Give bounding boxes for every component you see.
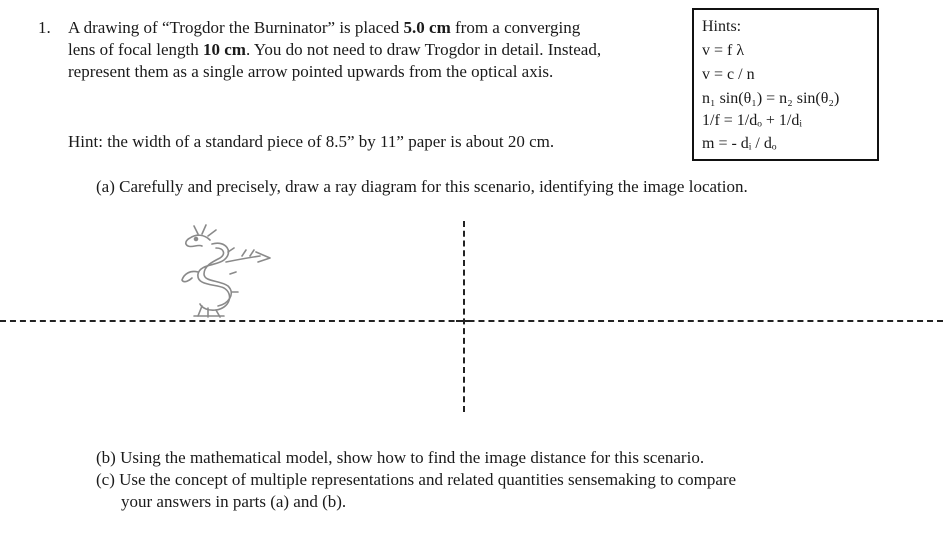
hint-snell-law: n₁ sin(θ₁) = n₂ sin(θ₂) <box>702 90 840 107</box>
part-a-prompt: (a) Carefully and precisely, draw a ray diagram for this scenario, identifying the image location. <box>96 177 748 196</box>
hints-title: Hints: <box>702 18 742 35</box>
problem-line-1: A drawing of “Trogdor the Burninator” is placed 5.0 cm from a converging <box>68 18 581 37</box>
part-c-prompt-line-2: your answers in parts (a) and (b). <box>121 492 347 511</box>
hints-box <box>692 8 879 161</box>
problem-statement <box>68 17 601 83</box>
part-b-prompt: (b) Using the mathematical model, show how to find the image distance for this scenario. <box>96 448 705 467</box>
hint-thin-lens: 1/f = 1/dₒ + 1/dᵢ <box>702 112 802 129</box>
problem-number: 1. <box>38 18 51 37</box>
hint-magnification: m = - dᵢ / dₒ <box>702 135 777 152</box>
trogdor-dragon-icon <box>172 222 276 318</box>
hint-index-speed: v = c / n <box>702 66 755 83</box>
paper-width-hint: Hint: the width of a standard piece of 8.5” by 11” paper is about 20 cm. <box>68 132 555 151</box>
lens-axis-tick <box>456 320 470 322</box>
hint-wave-equation: v = f λ <box>702 42 745 59</box>
problem-line-2: lens of focal length 10 cm. You do not need to draw Trogdor in detail. Instead, <box>68 40 602 59</box>
part-c-prompt-line-1: (c) Use the concept of multiple representations and related quantities sensemaking to compare <box>96 470 737 489</box>
lens-line <box>463 221 465 412</box>
optical-axis <box>0 320 943 322</box>
problem-line-3: represent them as a single arrow pointed upwards from the optical axis. <box>68 62 554 81</box>
